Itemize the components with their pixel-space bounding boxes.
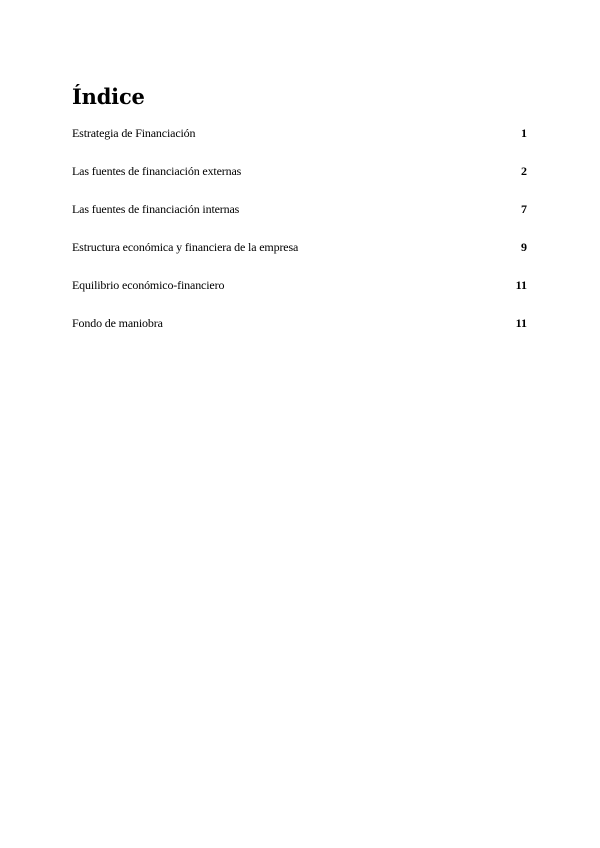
toc-entry[interactable] (72, 124, 527, 162)
toc-entry-page-number: 11 (515, 278, 527, 292)
toc-entry[interactable] (72, 276, 527, 314)
toc-entry-label: Fondo de maniobra (72, 316, 163, 330)
toc-entry[interactable] (72, 238, 527, 276)
toc-entry-page-number: 11 (515, 316, 527, 330)
toc-entry[interactable] (72, 162, 527, 200)
toc-entry-page-number: 9 (521, 240, 527, 254)
toc-entry-page-number: 7 (521, 202, 527, 216)
toc-entry-page-number: 1 (521, 126, 527, 140)
table-of-contents (72, 124, 527, 352)
toc-entry-label: Equilibrio económico-financiero (72, 278, 225, 292)
toc-entry-label: Las fuentes de financiación externas (72, 164, 242, 178)
toc-entry-label: Estructura económica y financiera de la empresa (72, 240, 299, 254)
toc-entry-label: Las fuentes de financiación internas (72, 202, 240, 216)
toc-entry-label: Estrategia de Financiación (72, 126, 196, 140)
toc-entry[interactable] (72, 314, 527, 352)
toc-entry[interactable] (72, 200, 527, 238)
page-title: Índice (72, 84, 145, 109)
toc-entry-page-number: 2 (521, 164, 527, 178)
